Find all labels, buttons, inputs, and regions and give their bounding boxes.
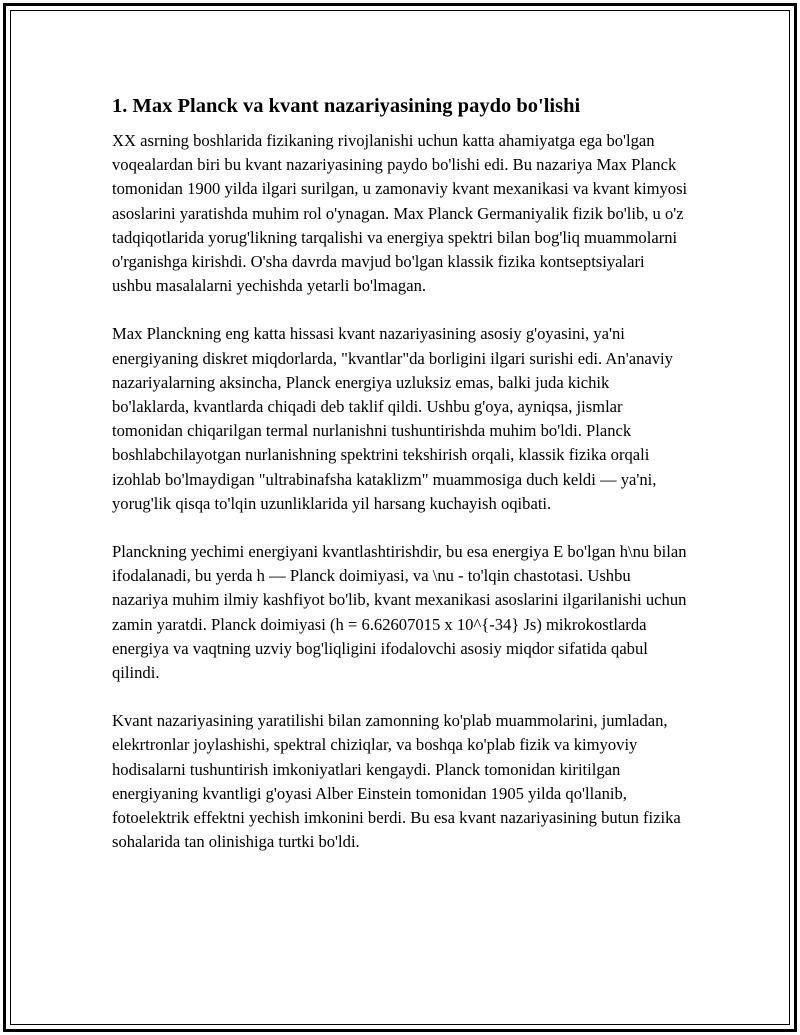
paragraph-planck-solution: Planckning yechimi energiyani kvantlashtirishdir, bu esa energiya E bo'lgan h\nu bilan ifodalanadi, bu yerda h — Planck doimiyasi, va \nu - to'lqin chastotasi. Ushbu nazariya muhim ilmiy kashfiyot bo'lib, kvant mexanikasi asoslarini ilgarilanishi uchun zamin yaratdi. Planck doimiyasi (h = 6.62607015 x 10^{-34} Js) mikrokostlarda energiya va vaqtning uzviy bog'liqligini ifodalovchi asosiy miqdor sifatida qabul qilindi. (112, 542, 687, 683)
paragraph-impact: Kvant nazariyasining yaratilishi bilan zamonning ko'plab muammolarini, jumladan, elekrtronlar joylashishi, spektral chiziqlar, va boshqa ko'plab fizik va kimyoviy hodisalarni tushuntirish imkoniyatlari kengaydi. Planck tomonidan kiritilgan energiyaning kvantligi g'oyasi Alber Einstein tomonidan 1905 yilda qo'llanib, fotoelektrik effektni yechish imkonini berdi. Bu esa kvant nazariyasining butun fizika sohalarida tan olinishiga turtki bo'ldi. (112, 711, 681, 852)
section-heading: 1. Max Planck va kvant nazariyasining paydo bo'lishi (112, 95, 581, 117)
paragraph-planck-contribution: Max Planckning eng katta hissasi kvant nazariyasining asosiy g'oyasini, ya'ni energiyaning diskret miqdorlarda, "kvantlar"da borligini ilgari surishi edi. An'anaviy nazariyalarning aksincha, Planck energiya uzluksiz emas, balki juda kichik bo'laklarda, kvantlarda chiqadi deb taklif qildi. Ushbu g'oya, ayniqsa, jismlar tomonidan chiqarilgan termal nurlanishni tushuntirishda muhim bo'ldi. Planck boshlabchilayotgan nurlanishning spektrini tekshirish orqali, klassik fizika orqali izohlab bo'lmaydigan "ultrabinafsha kataklizm" muammosiga duch keldi — ya'ni, yorug'lik qisqa to'lqin uzunliklarida yil harsang kuchayish oqibati. (112, 324, 673, 513)
paragraph-intro: XX asrning boshlarida fizikaning rivojlanishi uchun katta ahamiyatga ega bo'lgan voqealardan biri bu kvant nazariyasining paydo bo'lishi edi. Bu nazariya Max Planck tomonidan 1900 yilda ilgari surilgan, u zamonaviy kvant mexanikasi va kvant kimyosi asoslarini yaratishda muhim rol o'ynagan. Max Planck Germaniyalik fizik bo'lib, u o'z tadqiqotlarida yorug'likning tarqalishi va energiya spektri bilan bog'liq muammolarni o'rganishga kirishdi. O'sha davrda mavjud bo'lgan klassik fizika kontseptsiyalari ushbu masalalarni yechishda yetarli bo'lmagan. (112, 131, 688, 296)
document-body (112, 92, 688, 878)
